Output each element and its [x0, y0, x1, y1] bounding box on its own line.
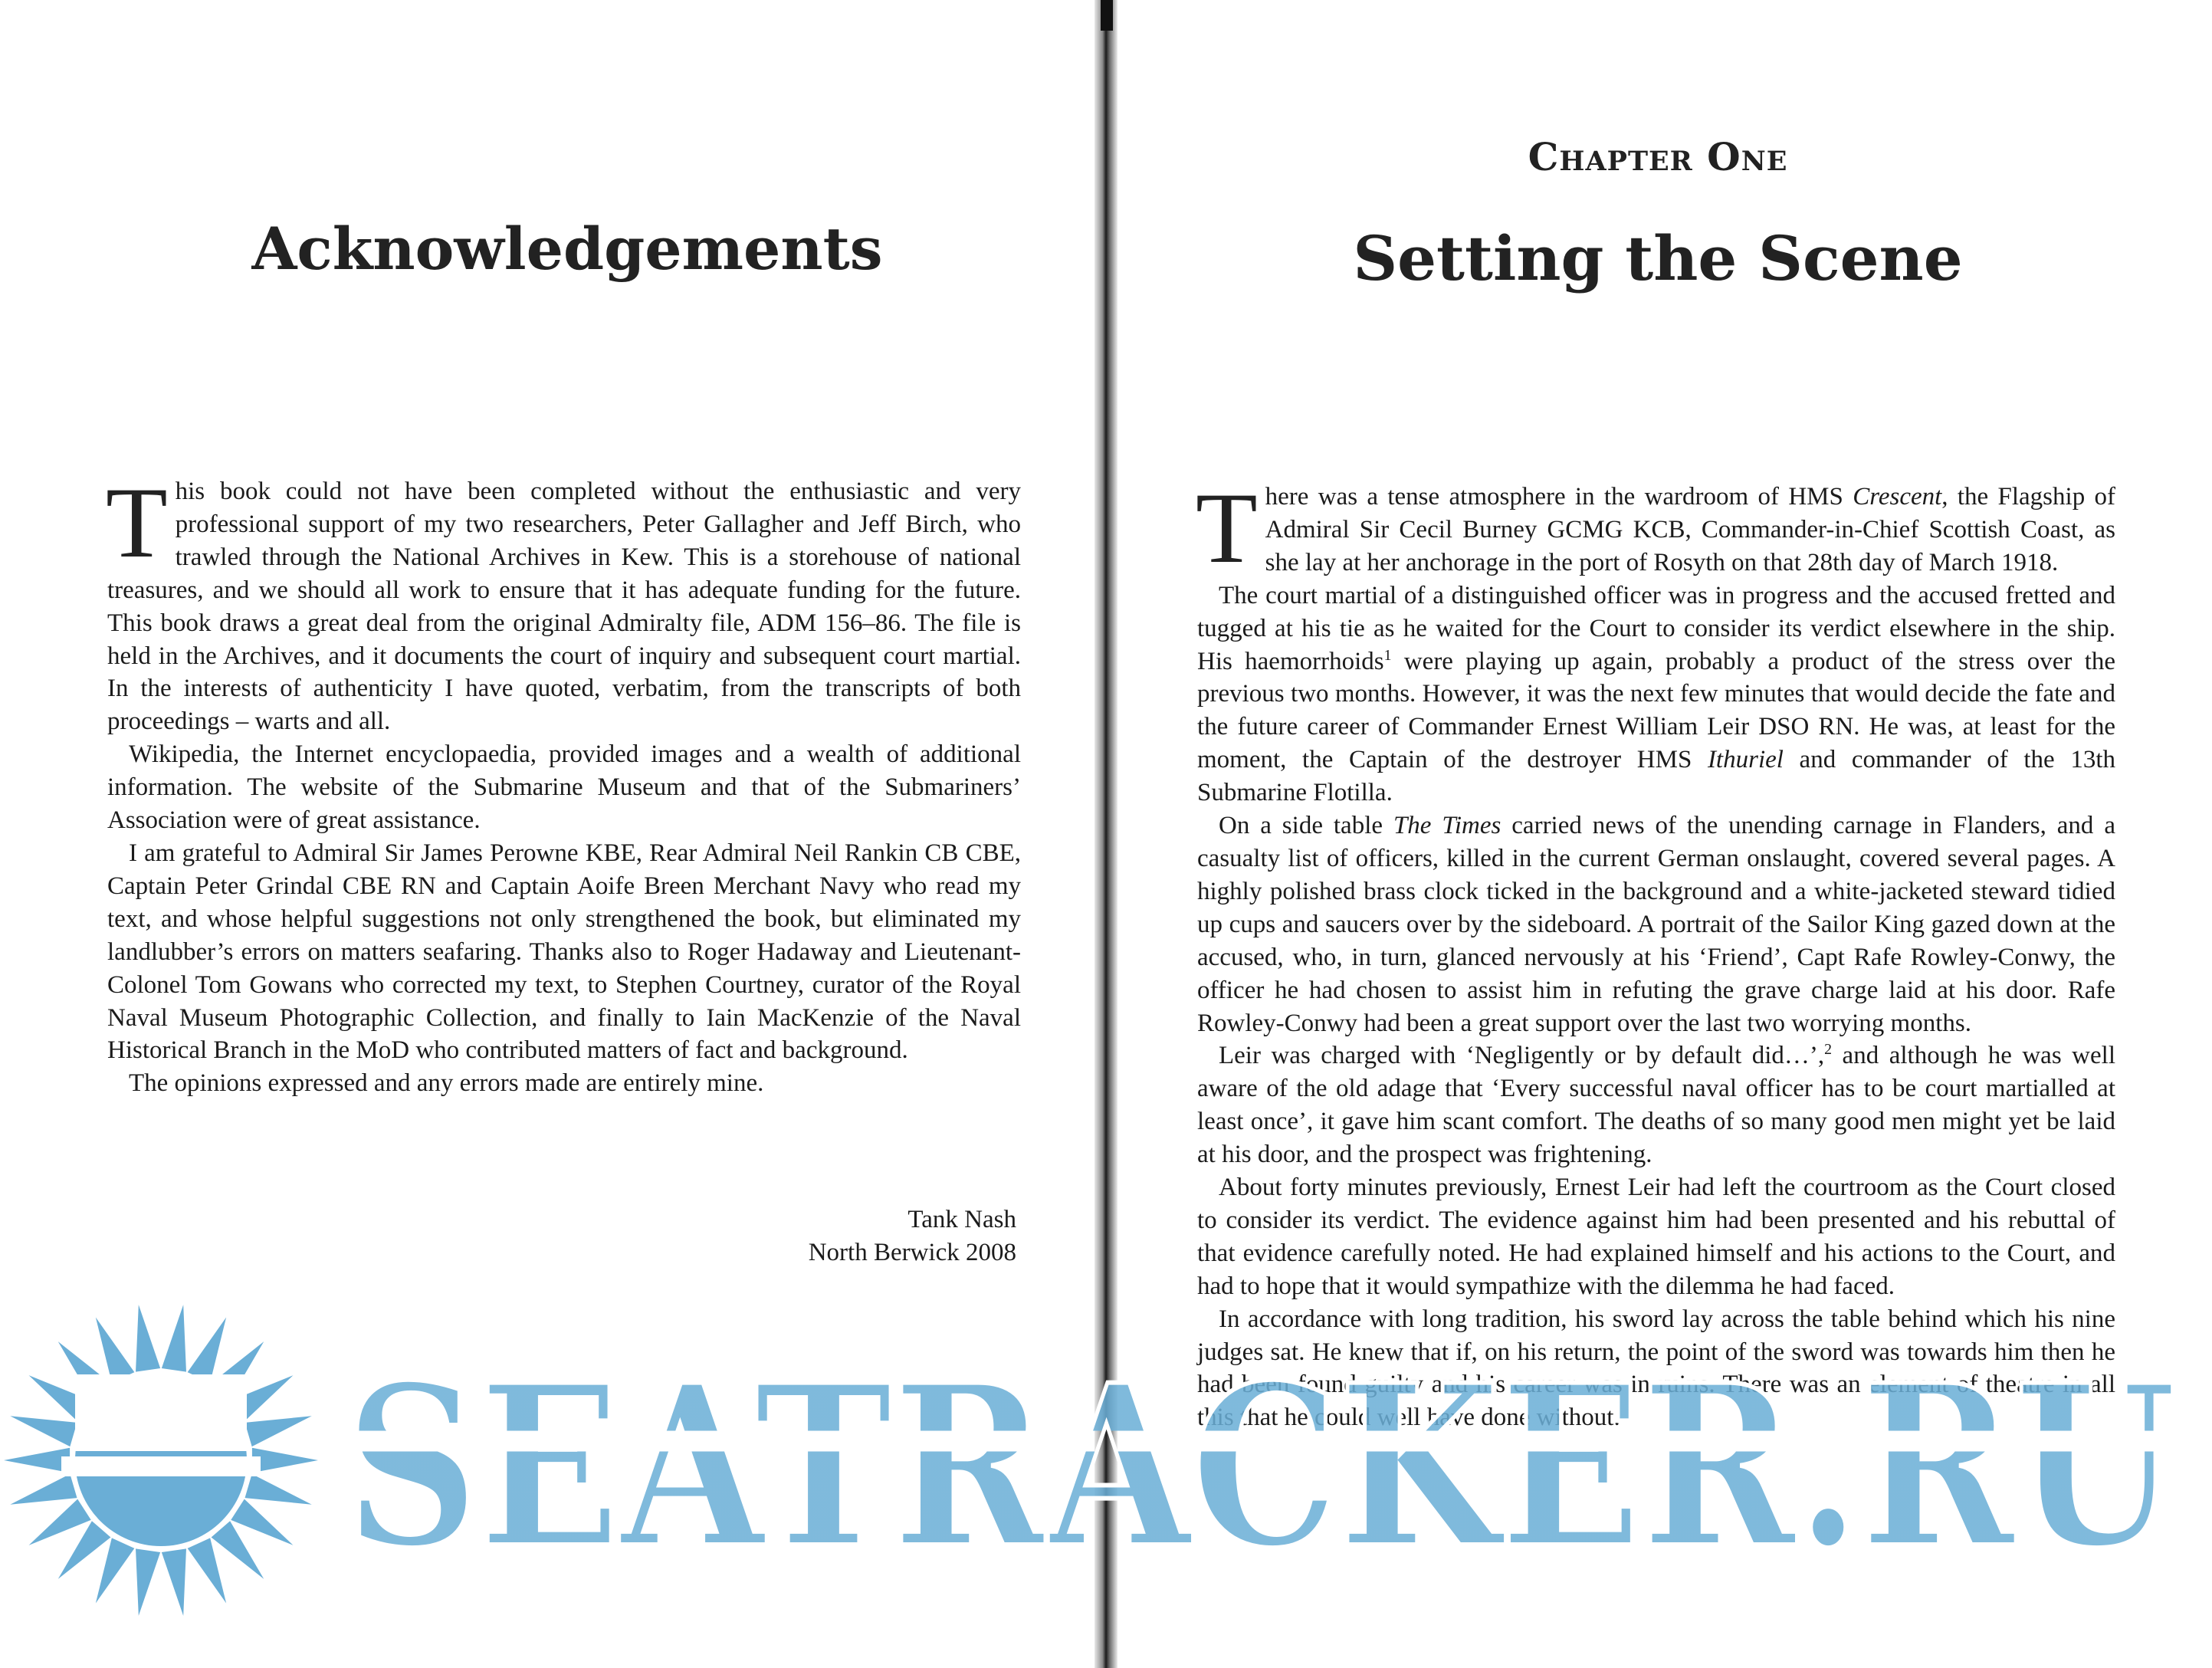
paragraph: Leir was charged with ‘Negligently or by default did…’,$^2$ and although he was well aware of the old adage that ‘Every successful naval officer has to be court martialled at least once’, it gave him scant comfort. The deaths of so many good men might yet be laid at his door, and the prospect was frightening.	[1197, 1041, 2115, 1169]
sun-ray	[29, 1499, 91, 1545]
sun-icon	[4, 1305, 318, 1616]
sun-ray	[10, 1474, 77, 1505]
watermark-text: SEATRACKER.RU	[345, 1337, 2177, 1597]
sun-ray	[188, 1538, 227, 1603]
chapter-text	[1196, 471, 2116, 1434]
paragraph: I am grateful to Admiral Sir James Perowne KBE, Rear Admiral Neil Rankin CB CBE, Captain Peter Grindal CBE RN and Captain Aoife Breen Merchant Navy who read my text, and whose helpful suggestions not only strengthened the book, but eliminated my landlubber’s errors on matters seafaring. Thanks also to Roger Hadaway and Lieutenant-Colonel Tom Gowans who corrected my text, to Stephen Courtney, curator of the Royal Naval Museum Photographic Collection, and finally to Iain MacKenzie of the Naval Historical Branch in the MoD who contributed matters of fact and background.	[107, 839, 1021, 1065]
sun-ray	[96, 1538, 135, 1603]
ship-name: Ithuriel	[1707, 746, 1784, 774]
gutter-shadow	[1101, 0, 1113, 31]
chapter-label: Chapter One	[1528, 134, 1788, 179]
chapter-title: Setting the Scene	[1353, 222, 1963, 294]
drop-cap: T	[1196, 471, 1258, 584]
sun-ray	[96, 1318, 135, 1383]
paragraph: The court martial of a distinguished officer was in progress and the accused fretted and tugged at his tie as he waited for the Court to consider its verdict elsewhere in the ship. His haemorrhoids$^1$ were playing up again, probably a product of the stress over the previous two months. However, it was the next few minutes that would decide the fate and the future career of Commander Ernest William Leir DSO RN. He was, at least for the moment, the Captain of the destroyer HMS Ithuriel and commander of the 13th Submarine Flotilla.	[1197, 581, 2116, 807]
sun-ray	[245, 1474, 312, 1505]
drop-cap: T	[106, 466, 168, 579]
sun-ray	[162, 1548, 186, 1616]
signature-block	[107, 1203, 1016, 1269]
paragraph: This book could not have been completed without the enthusiastic and very professional support of my two researchers, Peter Gallagher and Jeff Birch, who trawled through the National Archives in Kew. This is a storehouse of national treasures, and we should all work to ensure that it has adequate funding for the future. This book draws a great deal from the original Admiralty file, ADM 156–86. The file is held in the Archives, and it documents the court of inquiry and subsequent court martial. In the interests of authenticity I have quoted, verbatim, from the transcripts of both proceedings – warts and all.	[106, 466, 1021, 736]
sun-ray	[188, 1318, 227, 1383]
page-title: Acknowledgements	[251, 215, 883, 283]
sun-ray	[162, 1305, 186, 1372]
sun-ray	[136, 1548, 160, 1616]
paragraph: On a side table The Times carried news of the unending carnage in Flanders, and a casualty list of officers, killed in the current German onslaught, covered several pages. A highly polished brass clock ticked in the background and a white-jacketed steward tidied up cups and saucers over by the sideboard. A portrait of the Sailor King gazed down at the accused, who, in turn, glanced nervously at his ‘Friend’, Capt Rafe Rowley-Conwy, the officer he had chosen to assist him in refuting the grave charge laid at his door. Rafe Rowley-Conwy had been a great support over the last two worrying months.	[1197, 812, 2115, 1037]
author-name: Tank Nash	[907, 1206, 1016, 1233]
newspaper-name: The Times	[1393, 812, 1501, 840]
footnote-ref[interactable]: 1	[1383, 646, 1392, 664]
paragraph: About forty minutes previously, Ernest Leir had left the courtroom as the Court closed to consider its verdict. The evidence against him had been presented and his rebuttal of that evidence carefully noted. He had explained himself and his actions to the Court, and had to hope that it would sympathize with the dilemma he had faced.	[1197, 1174, 2115, 1300]
horizon-line	[61, 1456, 261, 1476]
watermark	[0, 1295, 2212, 1617]
footnote-ref[interactable]: 2	[1824, 1041, 1833, 1059]
paragraph: Wikipedia, the Internet encyclopaedia, provided images and a wealth of additional information. The website of the Submarine Museum and that of the Submariners’ Association were of great assistance.	[107, 740, 1021, 835]
paragraph: There was a tense atmosphere in the wardroom of HMS Crescent, the Flagship of Admiral Sir Cecil Burney GCMG KCB, Commander-in-Chief Scottish Coast, as she lay at her anchorage in the port of Rosyth on that 28th day of March 1918.	[1196, 471, 2116, 584]
sun-ray	[136, 1305, 160, 1372]
sun-ray	[231, 1499, 293, 1545]
paragraph: In accordance with long tradition, his sword lay across the table behind which his nine judges sat. He knew that if, on his return, the point of the sword was towards him then he had been found guilty and his career was in ruins. There was an element of theatre in all this that he could well have done without.	[1197, 1305, 2115, 1432]
sun-ray	[4, 1448, 70, 1473]
ship-name: Crescent	[1853, 483, 1942, 511]
place-date: North Berwick 2008	[808, 1239, 1016, 1266]
sun-ray	[252, 1448, 318, 1473]
paragraph: The opinions expressed and any errors made are entirely mine.	[129, 1069, 764, 1098]
sun-ray	[245, 1416, 312, 1446]
sun-ray	[10, 1416, 77, 1446]
sky-mask	[75, 1374, 247, 1451]
acknowledgements-text	[106, 466, 1021, 1100]
